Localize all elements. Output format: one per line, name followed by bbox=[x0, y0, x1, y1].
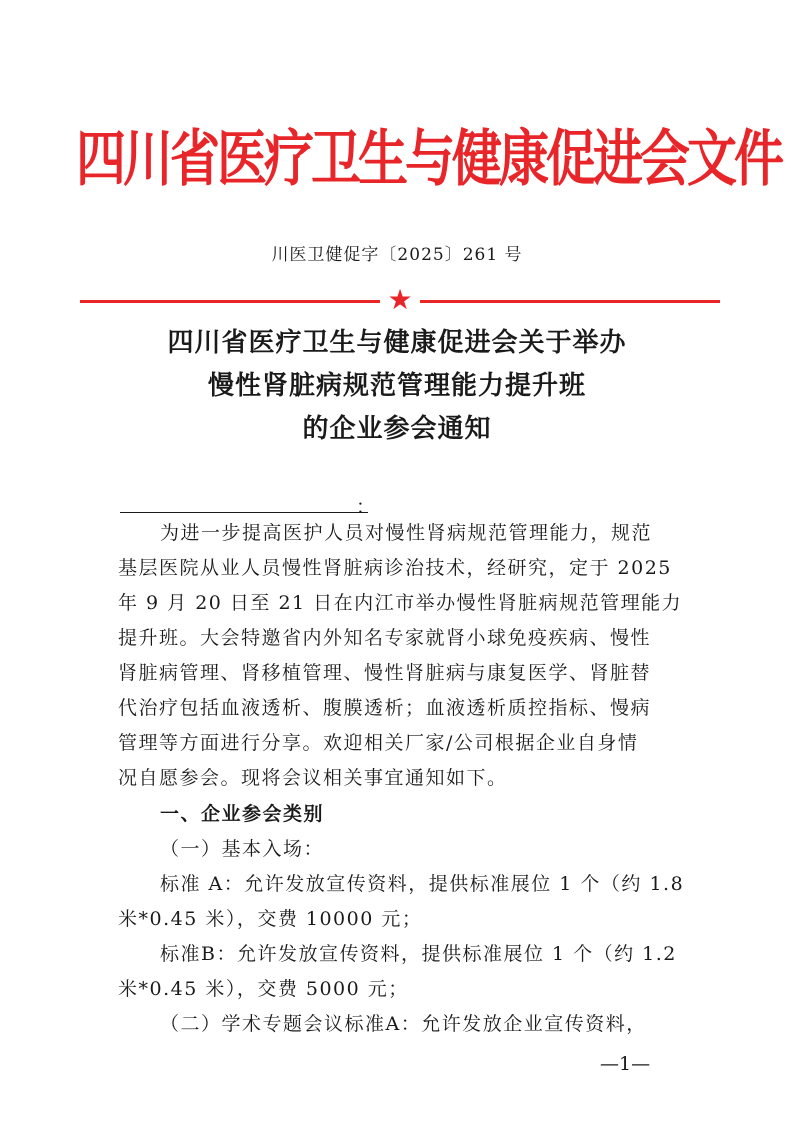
standard-a-line: 标准 A：允许发放宣传资料，提供标准展位 1 个（约 1.8 bbox=[160, 873, 685, 895]
divider-line-left bbox=[80, 300, 380, 303]
subsection-heading: （二）学术专题会议标准A：允许发放企业宣传资料， bbox=[160, 1013, 647, 1035]
title-line-1: 四川省医疗卫生与健康促进会关于举办 bbox=[167, 328, 627, 358]
page-number: —1— bbox=[600, 1053, 651, 1075]
divider-line-right bbox=[420, 300, 720, 303]
body-line: 管理等方面进行分享。欢迎相关厂家/公司根据企业自身情 bbox=[118, 732, 639, 754]
body-line: 为进一步提高医护人员对慢性肾病规范管理能力，规范 bbox=[160, 522, 653, 544]
standard-b-line: 标准B：允许发放宣传资料，提供标准展位 1 个（约 1.2 bbox=[160, 943, 677, 965]
body-line: 代治疗包括血液透析、腹膜透析；血液透析质控指标、慢病 bbox=[118, 697, 652, 719]
standard-b-line: 米*0.45 米），交费 5000 元； bbox=[118, 978, 409, 1000]
body-line: 基层医院从业人员慢性肾脏病诊治技术，经研究，定于 2025 bbox=[118, 557, 672, 579]
section-heading: 一、企业参会类别 bbox=[160, 803, 325, 825]
red-divider bbox=[80, 283, 720, 316]
addressee-colon: ： bbox=[356, 496, 376, 518]
body-line: 肾脏病管理、肾移植管理、慢性肾脏病与康复医学、肾脏替 bbox=[118, 662, 652, 684]
masthead: 四川省医疗卫生与健康促进会文件 bbox=[76, 122, 781, 195]
body-line: 况自愿参会。现将会议相关事宜通知如下。 bbox=[118, 767, 508, 789]
standard-a-line: 米*0.45 米），交费 10000 元； bbox=[118, 908, 423, 930]
title-line-3: 的企业参会通知 bbox=[302, 414, 492, 444]
body-line: 提升班。大会特邀省内外知名专家就肾小球免疫疾病、慢性 bbox=[118, 627, 652, 649]
document-number: 川医卫健促字〔2025〕261 号 bbox=[271, 245, 523, 265]
title-line-2: 慢性肾脏病规范管理能力提升班 bbox=[207, 371, 586, 401]
body-line: 年 9 月 20 日至 21 日在内江市举办慢性肾脏病规范管理能力 bbox=[118, 592, 683, 614]
addressee-blank bbox=[120, 490, 368, 513]
star-icon: ★ bbox=[387, 283, 413, 316]
subsection-heading: （一）基本入场： bbox=[160, 838, 325, 860]
